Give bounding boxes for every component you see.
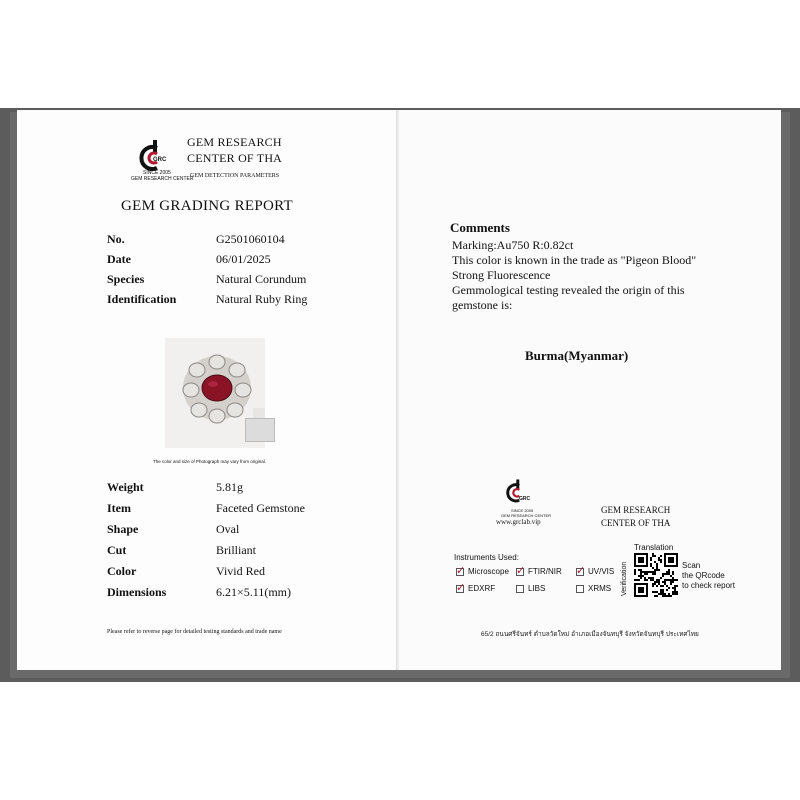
footnote: Please refer to reverse page for detailed testing standards and trade name xyxy=(107,629,282,635)
field-label: Cut xyxy=(107,543,127,557)
brand-sub: GEM DETECTION PARAMETERS xyxy=(190,173,280,179)
website-link[interactable]: www.grclab.vip xyxy=(496,518,541,526)
instrument-checkbox[interactable] xyxy=(516,564,526,577)
origin-value: Burma(Myanmar) xyxy=(525,348,629,363)
field-value: Faceted Gemstone xyxy=(216,501,305,515)
field-value: Brilliant xyxy=(216,543,256,557)
field-value: Vivid Red xyxy=(216,564,265,578)
field-value: 6.21×5.11(mm) xyxy=(216,585,291,599)
field-value: Natural Corundum xyxy=(216,272,307,286)
logo-mark: GRC xyxy=(519,496,531,502)
comments-block xyxy=(452,238,696,313)
left-page xyxy=(17,110,397,670)
instrument-checkbox[interactable] xyxy=(456,581,466,594)
instrument-checkbox[interactable] xyxy=(456,564,466,577)
field-label: Weight xyxy=(107,480,144,494)
instruments-title: Instruments Used: xyxy=(454,553,519,562)
instrument-label: FTIR/NIR xyxy=(528,567,562,576)
field-label: Identification xyxy=(107,292,177,306)
field-value: Natural Ruby Ring xyxy=(216,292,308,306)
verification-label: Verification xyxy=(621,561,628,596)
comment-line: Strong Fluorescence xyxy=(452,268,551,282)
instrument-label: UV/VIS xyxy=(588,567,615,576)
field-label: Date xyxy=(107,252,131,266)
logo-center: GEM RESEARCH CENTER xyxy=(131,176,194,182)
checkmark-icon: ✓ xyxy=(576,564,586,577)
translation-label: Translation xyxy=(634,543,674,552)
field-label: Species xyxy=(107,272,145,286)
ring-photo xyxy=(165,338,265,448)
brand-line2: CENTER OF THA xyxy=(187,151,283,165)
field-value: G2501060104 xyxy=(216,232,285,246)
report-title: GEM GRADING REPORT xyxy=(121,198,294,214)
field-label: No. xyxy=(107,232,125,246)
comments-title: Comments xyxy=(450,220,510,235)
qr-code-icon[interactable] xyxy=(634,553,678,597)
field-label: Dimensions xyxy=(107,585,167,599)
logo-mark: GRC xyxy=(153,157,167,163)
instrument-label: LIBS xyxy=(528,584,546,593)
brand-line1: GEM RESEARCH xyxy=(187,135,282,149)
hologram-sticker xyxy=(245,418,275,442)
comment-line: Gemmological testing revealed the origin of this xyxy=(452,283,685,297)
field-label: Shape xyxy=(107,522,139,536)
address: 65/2 ถนนศรีจันทร์ ตำบลวัดใหม่ อำเภอเมืองจันทบุรี จังหวัดจันทบุรี ประเทศไทย xyxy=(481,631,699,638)
field-value: 5.81g xyxy=(216,480,243,494)
instrument-checkbox[interactable] xyxy=(576,564,586,577)
comment-line: This color is known in the trade as "Pigeon Blood" xyxy=(452,253,697,267)
instrument-label: XRMS xyxy=(588,584,612,593)
field-label: Item xyxy=(107,501,131,515)
instrument-checkbox[interactable] xyxy=(576,585,584,593)
field-value: 06/01/2025 xyxy=(216,252,271,266)
logo-since: SINCE 2005 xyxy=(143,170,171,176)
checkmark-icon: ✓ xyxy=(456,581,466,594)
brand-line1: GEM RESEARCH xyxy=(601,505,671,515)
right-page xyxy=(399,110,781,670)
comment-line: Marking:Au750 R:0.82ct xyxy=(452,238,574,252)
scan-line: the QRcode xyxy=(682,571,725,580)
scan-text xyxy=(682,561,735,591)
comment-line: gemstone is: xyxy=(452,298,513,312)
photo-caption: The color and size of Photograph may vary from original. xyxy=(153,459,267,464)
scan-line: Scan xyxy=(682,561,701,570)
checkmark-icon: ✓ xyxy=(456,564,466,577)
instrument-checkbox[interactable] xyxy=(516,585,524,593)
logo-since: SINCE 2005 xyxy=(511,508,534,513)
instrument-label: Microscope xyxy=(468,567,509,576)
brand-line2: CENTER OF THA xyxy=(601,518,671,528)
grc-logo-icon xyxy=(503,478,537,512)
instrument-label: EDXRF xyxy=(468,584,496,593)
scan-line: to check report xyxy=(682,581,735,590)
logo-center: GEM RESEARCH CENTER xyxy=(501,513,552,518)
field-value: Oval xyxy=(216,522,240,536)
field-label: Color xyxy=(107,564,137,578)
checkmark-icon: ✓ xyxy=(516,564,526,577)
